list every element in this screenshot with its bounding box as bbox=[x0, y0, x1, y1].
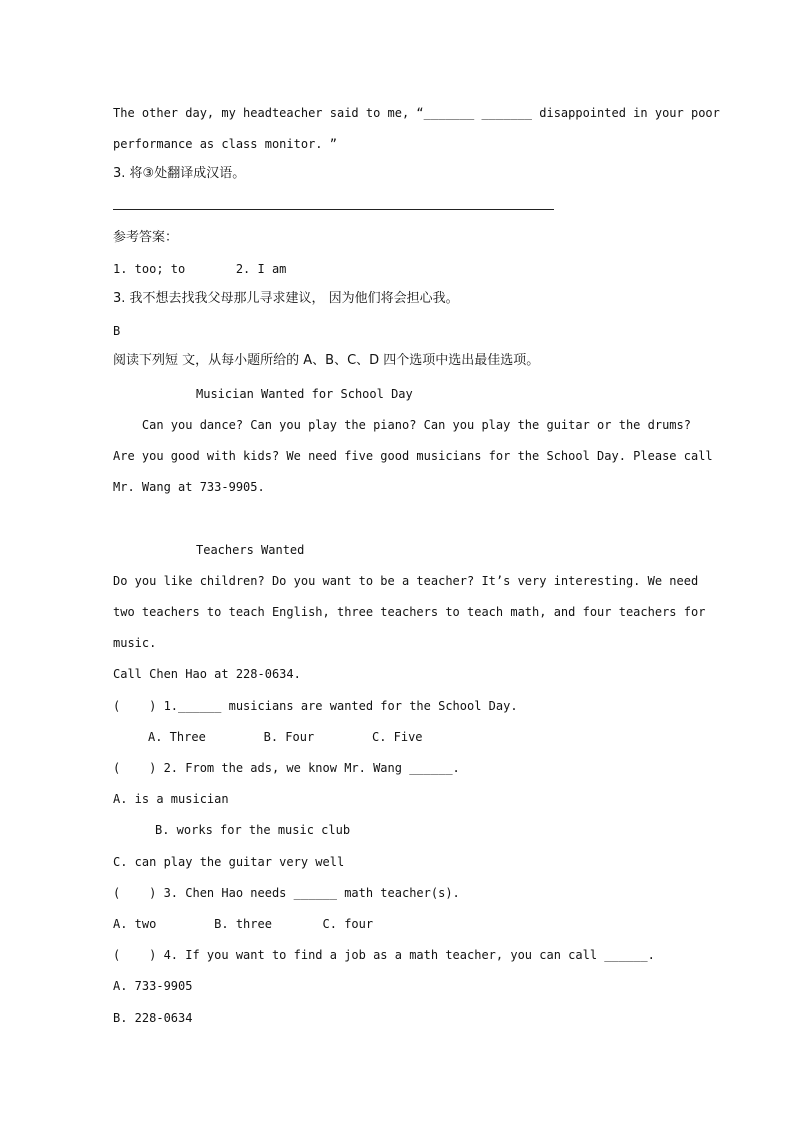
ad2-line-1: Do you like children? Do you want to be a teacher? It’s very interesting. We need bbox=[113, 574, 699, 588]
section-b-instruction: 阅读下列短 文，从每小题所给的 A、B、C、D 四个选项中选出最佳选项。 bbox=[113, 353, 540, 368]
fill-sentence-line-1: The other day, my headteacher said to me, “_______ _______ disappointed in your poor bbox=[113, 106, 720, 120]
question-4-option-b: B. 228-0634 bbox=[113, 1011, 193, 1025]
fill-sentence-line-2: performance as class monitor. ” bbox=[113, 137, 337, 151]
section-b-label: B bbox=[113, 324, 121, 338]
ad1-title: Musician Wanted for School Day bbox=[196, 387, 413, 401]
question-4-option-a: A. 733-9905 bbox=[113, 979, 193, 993]
question-1: ( ) 1.______ musicians are wanted for the School Day. bbox=[113, 699, 518, 713]
question-3-translate: 3. 将③处翻译成汉语。 bbox=[113, 166, 246, 181]
ad1-line-2: Are you good with kids? We need five good musicians for the School Day. Please call bbox=[113, 449, 713, 463]
question-2-option-c: C. can play the guitar very well bbox=[113, 855, 345, 869]
ad2-title: Teachers Wanted bbox=[196, 543, 305, 557]
answer-blank-line bbox=[113, 209, 554, 210]
answers-line-2: 3. 我不想去找我父母那儿寻求建议， 因为他们将会担心我。 bbox=[113, 291, 459, 306]
answers-heading: 参考答案： bbox=[113, 230, 179, 245]
answers-line-1: 1. too; to 2. I am bbox=[113, 262, 287, 276]
question-4: ( ) 4. If you want to find a job as a math teacher, you can call ______. bbox=[113, 948, 655, 962]
ad2-line-3: music. bbox=[113, 636, 157, 650]
question-2-option-a: A. is a musician bbox=[113, 792, 229, 806]
question-2: ( ) 2. From the ads, we know Mr. Wang ______. bbox=[113, 761, 460, 775]
ad1-line-3: Mr. Wang at 733-9905. bbox=[113, 480, 265, 494]
question-3: ( ) 3. Chen Hao needs ______ math teacher(s). bbox=[113, 886, 460, 900]
question-3-options: A. two B. three C. four bbox=[113, 917, 374, 931]
ad1-line-1: Can you dance? Can you play the piano? Can you play the guitar or the drums? bbox=[113, 418, 691, 432]
question-2-option-b: B. works for the music club bbox=[155, 823, 351, 837]
ad2-line-2: two teachers to teach English, three teachers to teach math, and four teachers for bbox=[113, 605, 706, 619]
ad2-line-4: Call Chen Hao at 228-0634. bbox=[113, 667, 301, 681]
question-1-options: A. Three B. Four C. Five bbox=[148, 730, 423, 744]
